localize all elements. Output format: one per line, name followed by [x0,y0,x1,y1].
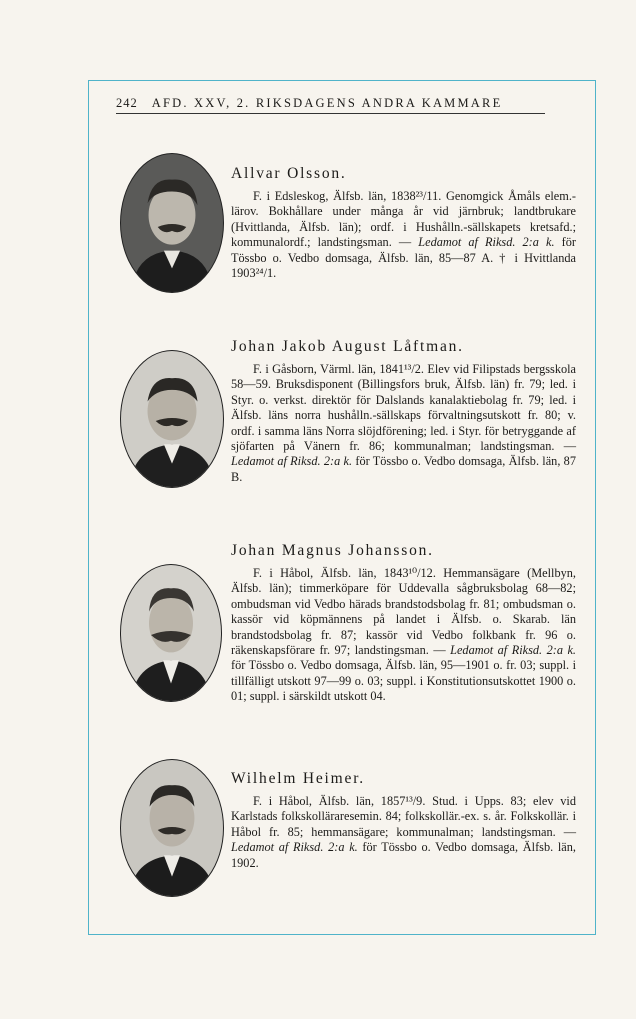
person-name: Wilhelm Heimer. [231,770,365,787]
biography-text: F. i Gåsborn, Värml. län, 1841¹³/2. Elev vid Filipstads bergsskola 58—59. Bruksdisponent (Billingsfors bruk, Älfsb. län) fr. 79; led. i Styr. o. verkst. direktör för Dalslands kanalaktiebolag fr. 79; led. i Älfsb. läns norra hushålln.-sällskaps förvaltningsutskott fr. 80; v. ordf. i samma läns Norra slöjdförening; led. i Styr. för betryggande af sjöfarten på Vänern fr. 86; kommunalman; landstingsman. — Ledamot af Riksd. 2:a k. för Tössbo o. Vedbo domsaga, Älfsb. län, 87 B. [231,362,576,484]
header-rule [116,113,545,114]
page-number: 242 [116,96,138,110]
biography-text: F. i Edsleskog, Älfsb. län, 1838²³/11. Genomgick Åmåls elem.-lärov. Bokhållare under många år vid järnbruk; landtbrukare (Hvittlanda, Älfsb. län); ordf. i Hushålln.-sällskapets kretsafd.; kommunalordf.; landstingsman. — Ledamot af Riksd. 2:a k. för Tössbo o. Vedbo domsaga, Älfsb. län, 85—87 A. † i Hvittlanda 1903²⁴/1. [231,189,576,281]
biography-text: F. i Håbol, Älfsb. län, 1843¹⁰/12. Hemmansägare (Mellbyn, Älfsb. län); timmerköpare för Uddevalla sågbruksbolag 68—82; ombudsman vid Vedbo härads brandstodsbolag fr. 81; ombudsman o. kassör vid köpmännens på landet i Älfsb. o. Skarab. län brandstodsbolag fr. 87; kassör vid Vedbo folkbank fr. 96 o. räkenskapsförare fr. 97; landstingsman. — Ledamot af Riksd. 2:a k. för Tössbo o. Vedbo domsaga, Älfsb. län, 95—1901 o. fr. 03; suppl. i tillfälligt utskott 97—99 o. 03; suppl. i Konstitutionsutskottet 1900 o. 01; suppl. i särskildt utskott 04. [231,566,576,704]
running-header [116,96,548,111]
biography-entry [231,542,576,705]
portrait-wilhelm-heimer [120,759,224,897]
person-name: Allvar Olsson. [231,165,347,182]
person-name: Johan Magnus Johansson. [231,542,434,559]
portrait-johan-magnus-johansson [120,564,222,702]
person-name: Johan Jakob August Låftman. [231,338,464,355]
biography-entry [231,770,576,871]
biography-entry [231,165,576,281]
portrait-allvar-olsson [120,153,224,293]
running-title: AFD. XXV, 2. RIKSDAGENS ANDRA KAMMARE [151,96,503,110]
biography-entry [231,338,576,485]
portrait-johan-jakob-august-laftman [120,350,224,488]
biography-text: F. i Håbol, Älfsb. län, 1857¹³/9. Stud. i Upps. 83; elev vid Karlstads folkskolläraresemin. 84; folkskollär.-ex. s. år. Folkskollär. i Håbol fr. 85; hemmansägare; kommunalman; landstingsman. — Ledamot af Riksd. 2:a k. för Tössbo o. Vedbo domsaga, Älfsb. län, 1902. [231,794,576,870]
